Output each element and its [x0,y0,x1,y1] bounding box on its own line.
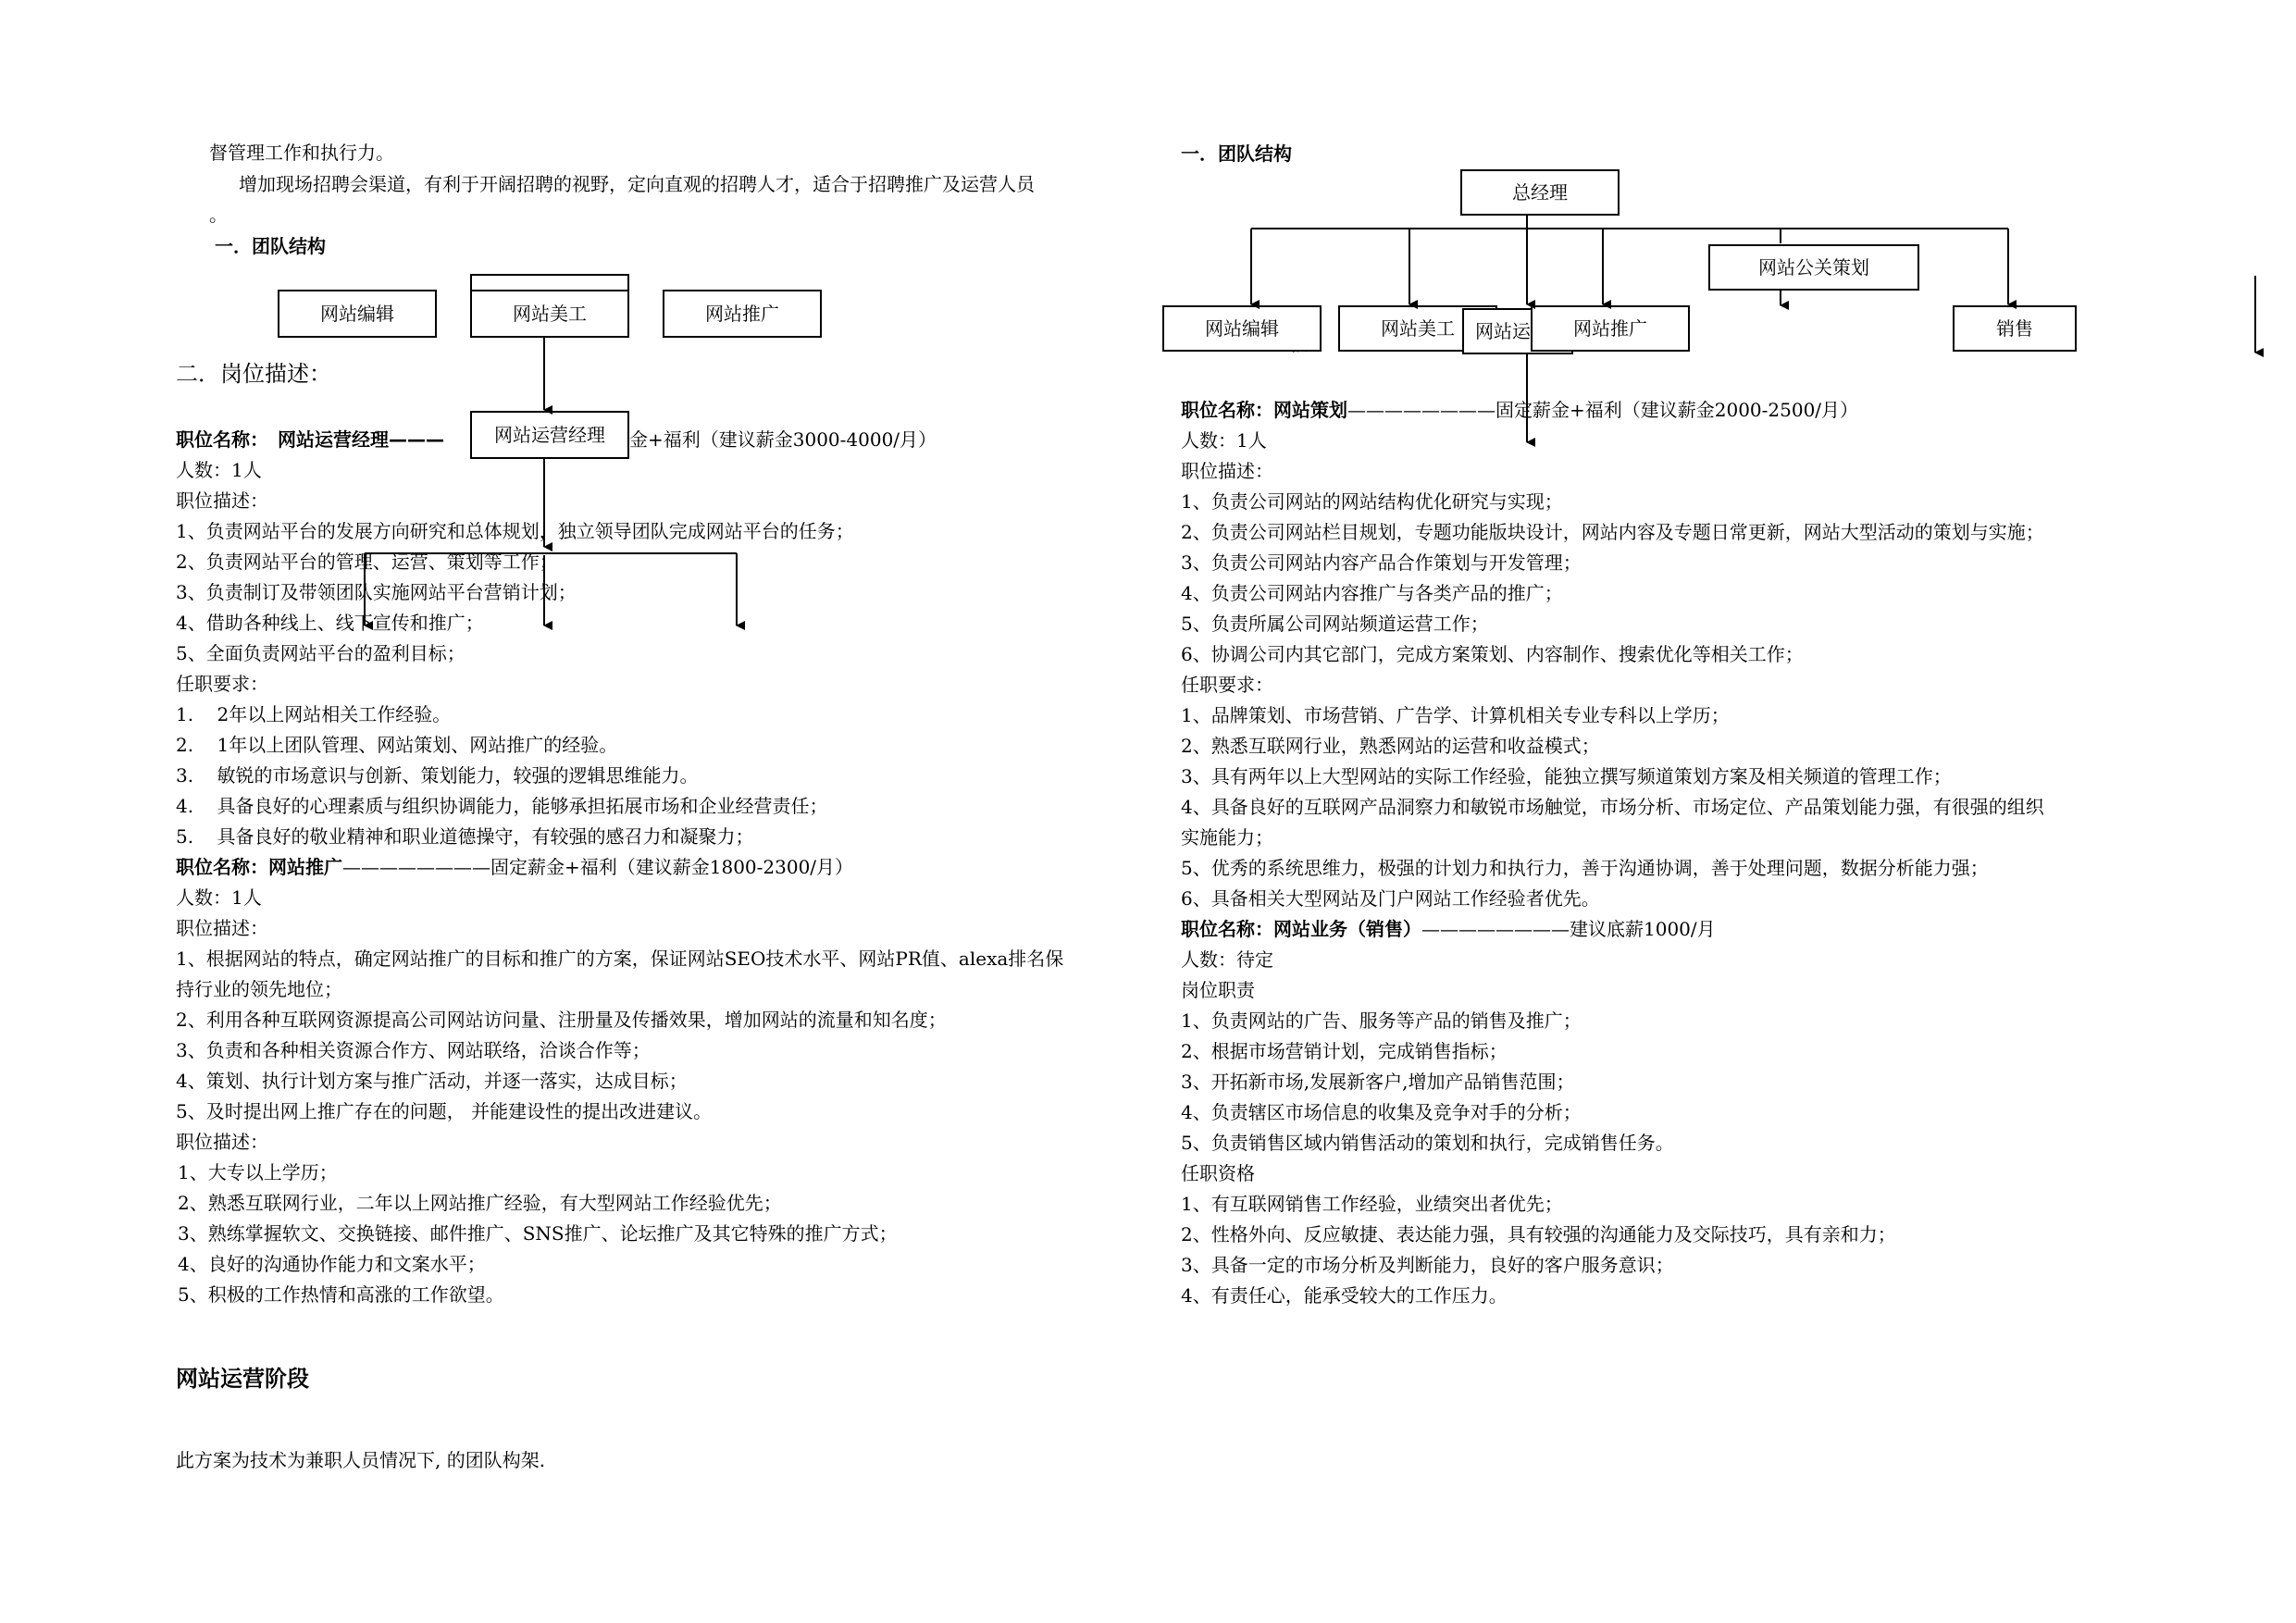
intro-line-2: 增加现场招聘会渠道，有利于开阔招聘的视野，定向直观的招聘人才，适合于招聘推广及运营人员 [239,173,1035,195]
org-box-artist-right: 网站美工 [1338,305,1497,352]
job2-duty: 3、负责和各种相关资源合作方、网站联络，洽谈合作等； [176,1039,651,1061]
job1-duty: 2、负责网站平台的管理、运营、策划等工作； [176,551,558,573]
job2-req: 3、熟练掌握软文、交换链接、邮件推广、SNS推广、论坛推广及其它特殊的推广方式； [178,1222,898,1245]
rjob1-duty: 3、负责公司网站内容产品合作策划与开发管理； [1181,551,1582,574]
rjob1-req: 3、具有两年以上大型网站的实际工作经验，能独立撰写频道策划方案及相关频道的管理工作； [1181,765,1952,787]
rjob2-duty: 5、负责销售区域内销售活动的策划和执行，完成销售任务。 [1181,1132,1674,1154]
job1-req: 1. 2年以上网站相关工作经验。 [176,703,452,725]
rjob2-desc-label: 岗位职责 [1181,979,1255,1001]
rjob2-req: 1、有互联网销售工作经验，业绩突出者优先； [1181,1193,1563,1215]
job2-req: 2、熟悉互联网行业，二年以上网站推广经验，有大型网站工作经验优先； [178,1192,782,1214]
rjob2-duty: 2、根据市场营销计划，完成销售指标； [1181,1040,1508,1062]
job1-desc-label: 职位描述： [176,489,268,512]
rjob2-req-label: 任职资格 [1181,1162,1255,1184]
org-box-artist: 网站美工 [470,290,629,338]
rjob1-req: 5、优秀的系统思维力，极强的计划力和执行力，善于沟通协调，善于处理问题，数据分析能力强； [1181,857,1989,879]
rjob1-req: 4、具备良好的互联网产品洞察力和敏锐市场触觉，市场分析、市场定位、产品策划能力强，有很强的组织 [1181,796,2044,818]
rjob1-salary: ————————固定薪金+福利（建议薪金2000-2500/月） [1347,399,1859,421]
rjob1-req: 6、具备相关大型网站及门户网站工作经验者优先。 [1181,887,1600,910]
job-heading-left: 二．岗位描述： [176,361,331,387]
job2-desc-label: 职位描述： [176,917,268,939]
job1-req: 4. 具备良好的心理素质与组织协调能力，能够承担拓展市场和企业经营责任； [176,795,828,817]
job2-duty: 4、策划、执行计划方案与推广活动，并逐一落实，达成目标； [176,1070,688,1092]
job1-salary-tail: 金+福利（建议薪金3000-4000/月） [629,428,937,451]
team-heading-right: 一．团队结构 [1181,142,1292,165]
job2-headcount: 人数：1人 [176,886,262,909]
job1-title: 网站运营经理——— [278,428,444,451]
rjob1-req: 1、品牌策划、市场营销、广告学、计算机相关专业专科以上学历； [1181,704,1730,726]
org-box-promo: 网站推广 [663,290,822,338]
rjob2-duty: 3、开拓新市场,发展新客户,增加产品销售范围； [1181,1071,1575,1093]
rjob1-duty: 4、负责公司网站内容推广与各类产品的推广； [1181,582,1563,604]
job2-duty: 持行业的领先地位； [176,978,342,1000]
rjob2-salary: ————————建议底薪1000/月 [1421,918,1716,940]
org-box-gm: 总经理 [1460,169,1620,216]
job2-req-label: 职位描述： [176,1131,268,1153]
job1-req-label: 任职要求： [176,673,268,695]
rjob2-req: 3、具备一定的市场分析及判断能力，良好的客户服务意识； [1181,1254,1674,1276]
job2-req: 1、大专以上学历； [178,1161,338,1183]
job2-title-prefix: 职位名称： [176,856,268,878]
org-box-editor-right: 网站编辑 [1162,305,1322,352]
job2-title: 网站推广 [268,856,342,878]
org-box-pr: 网站公关策划 [1708,244,1919,291]
rjob1-headcount: 人数：1人 [1181,429,1267,452]
rjob1-duty: 5、负责所属公司网站频道运营工作； [1181,613,1489,635]
org-box-editor: 网站编辑 [278,290,437,338]
rjob2-title-prefix: 职位名称： [1181,918,1273,940]
rjob1-duty: 1、负责公司网站的网站结构优化研究与实现； [1181,490,1563,513]
intro-line-3: 。 [209,204,228,226]
rjob2-duty: 1、负责网站的广告、服务等产品的销售及推广； [1181,1010,1582,1032]
job2-req: 5、积极的工作热情和高涨的工作欲望。 [178,1283,504,1306]
stage-heading: 网站运营阶段 [176,1366,309,1392]
org-box-promo-right: 网站推广 [1531,305,1690,352]
rjob2-req: 2、性格外向、反应敏捷、表达能力强，具有较强的沟通能力及交际技巧，具有亲和力； [1181,1223,1896,1245]
rjob2-duty: 4、负责辖区市场信息的收集及竞争对手的分析； [1181,1101,1582,1123]
rjob2-title-line [1181,918,1716,940]
job1-title-line [176,428,444,451]
rjob2-headcount: 人数：待定 [1181,948,1273,971]
job2-title-line [176,856,853,878]
job2-salary: ————————固定薪金+福利（建议薪金1800-2300/月） [342,856,854,878]
rjob1-title-prefix: 职位名称： [1181,399,1273,421]
job1-req: 2. 1年以上团队管理、网站策划、网站推广的经验。 [176,734,618,756]
job1-headcount: 人数：1人 [176,459,262,481]
rjob1-title-line [1181,399,1858,421]
rjob1-req: 2、熟悉互联网行业，熟悉网站的运营和收益模式； [1181,735,1600,757]
rjob1-req: 实施能力； [1181,826,1273,849]
job2-duty: 5、及时提出网上推广存在的问题， 并能建设性的提出改进建议。 [176,1100,713,1122]
job2-duty: 1、根据网站的特点，确定网站推广的目标和推广的方案，保证网站SEO技术水平、网站PR值、alexa排名保 [176,948,1064,970]
team-heading-left: 一．团队结构 [215,235,326,257]
job2-duty: 2、利用各种互联网资源提高公司网站访问量、注册量及传播效果，增加网站的流量和知名度； [176,1009,947,1031]
rjob1-title: 网站策划 [1273,399,1347,421]
job1-duty: 5、全面负责网站平台的盈利目标； [176,642,465,664]
rjob1-desc-label: 职位描述： [1181,460,1273,482]
org-box-sales: 销售 [1953,305,2077,352]
job2-req: 4、良好的沟通协作能力和文案水平； [178,1253,486,1275]
stage-note: 此方案为技术为兼职人员情况下, 的团队构架. [176,1449,546,1471]
job1-req: 3. 敏锐的市场意识与创新、策划能力，较强的逻辑思维能力。 [176,764,699,787]
rjob1-duty: 2、负责公司网站栏目规划，专题功能版块设计，网站内容及专题日常更新，网站大型活动的策划与实施； [1181,521,2044,543]
job1-duty: 1、负责网站平台的发展方向研究和总体规划，独立领导团队完成网站平台的任务； [176,520,854,542]
org-box-ops-manager: 网站运营经理 [470,411,629,459]
rjob1-duty: 6、协调公司内其它部门，完成方案策划、内容制作、搜索优化等相关工作； [1181,643,1804,665]
intro-line-1: 督管理工作和执行力。 [209,142,394,164]
job1-title-prefix: 职位名称： [176,428,268,451]
org-box-ops-right: 网站运 [1462,308,1573,354]
job1-duty: 4、借助各种线上、线下宣传和推广； [176,612,484,634]
job1-duty: 3、负责制订及带领团队实施网站平台营销计划； [176,581,577,603]
rjob2-title: 网站业务（销售） [1273,918,1421,940]
rjob2-req: 4、有责任心，能承受较大的工作压力。 [1181,1284,1508,1307]
rjob1-req-label: 任职要求： [1181,674,1273,696]
job1-req: 5. 具备良好的敬业精神和职业道德操守，有较强的感召力和凝聚力； [176,825,754,848]
